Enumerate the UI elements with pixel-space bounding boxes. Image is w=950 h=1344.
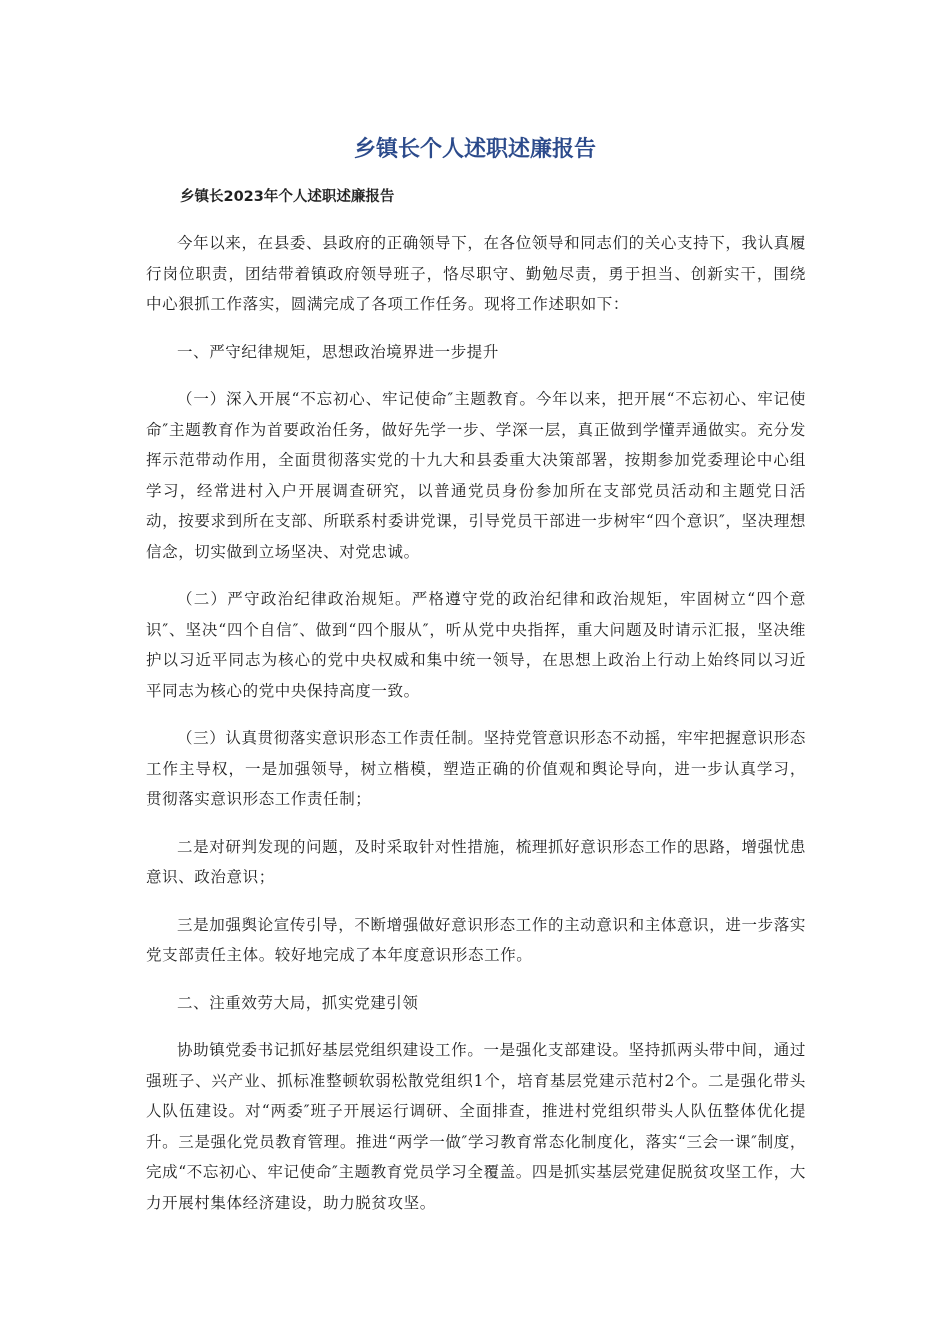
body-paragraph: 协助镇党委书记抓好基层党组织建设工作。一是强化支部建设。坚持抓两头带中间，通过强班子、兴产业、抓标准整顿软弱松散党组织1个，培育基层党建示范村2个。二是强化带头人队伍建设。对“两委″班子开展运行调研、全面排查，推进村党组织带头人队伍整体优化提升。三是强化党员教育管理。推进“两学一做″学习教育常态化制度化，落实“三会一课″制度，完成“不忘初心、牢记使命″主题教育党员学习全覆盖。四是抓实基层党建促脱贫攻坚工作，大力开展村集体经济建设，助力脱贫攻坚。 — [146, 1041, 806, 1212]
body-paragraph: （一）深入开展“不忘初心、牢记使命″主题教育。今年以来，把开展“不忘初心、牢记使命″主题教育作为首要政治任务，做好先学一步、学深一层，真正做到学懂弄通做实。充分发挥示范带动作用，全面贯彻落实党的十九大和县委重大决策部署，按期参加党委理论中心组学习，经常进村入户开展调查研究，以普通党员身份参加所在支部党员活动和主题党日活动，按要求到所在支部、所联系村委讲党课，引导党员干部进一步树牢“四个意识″，坚决理想信念，切实做到立场坚决、对党忠诚。 — [146, 390, 806, 561]
page-title: 乡镇长个人述职述廉报告 — [353, 137, 596, 162]
body-paragraph: （三）认真贯彻落实意识形态工作责任制。坚持党管意识形态不动摇，牢牢把握意识形态工作主导权，一是加强领导，树立楷模，塑造正确的价值观和舆论导向，进一步认真学习，贯彻落实意识形态工作责任制； — [146, 729, 806, 808]
document-subtitle: 乡镇长2023年个人述职述廉报告 — [180, 189, 395, 205]
section-heading-1: 一、严守纪律规矩，思想政治境界进一步提升 — [177, 342, 500, 361]
body-paragraph: 三是加强舆论宣传引导，不断增强做好意识形态工作的主动意识和主体意识，进一步落实党支部责任主体。较好地完成了本年度意识形态工作。 — [146, 915, 806, 964]
body-paragraph: 二是对研判发现的问题，及时采取针对性措施，梳理抓好意识形态工作的思路，增强忧患意识、政治意识； — [146, 837, 806, 886]
section-heading-2: 二、注重效劳大局，抓实党建引领 — [177, 993, 419, 1012]
body-paragraph: （二）严守政治纪律政治规矩。严格遵守党的政治纪律和政治规矩，牢固树立“四个意识″、坚决“四个自信″、做到“四个服从″，听从党中央指挥，重大问题及时请示汇报，坚决维护以习近平同志为核心的党中央权威和集中统一领导，在思想上政治上行动上始终同以习近平同志为核心的党中央保持高度一致。 — [146, 590, 806, 700]
document-body — [146, 228, 806, 1235]
intro-paragraph: 今年以来，在县委、县政府的正确领导下，在各位领导和同志们的关心支持下，我认真履行岗位职责，团结带着镇政府领导班子，恪尽职守、勤勉尽责，勇于担当、创新实干，围绕中心狠抓工作落实，圆满完成了各项工作任务。现将工作述职如下： — [146, 234, 806, 313]
